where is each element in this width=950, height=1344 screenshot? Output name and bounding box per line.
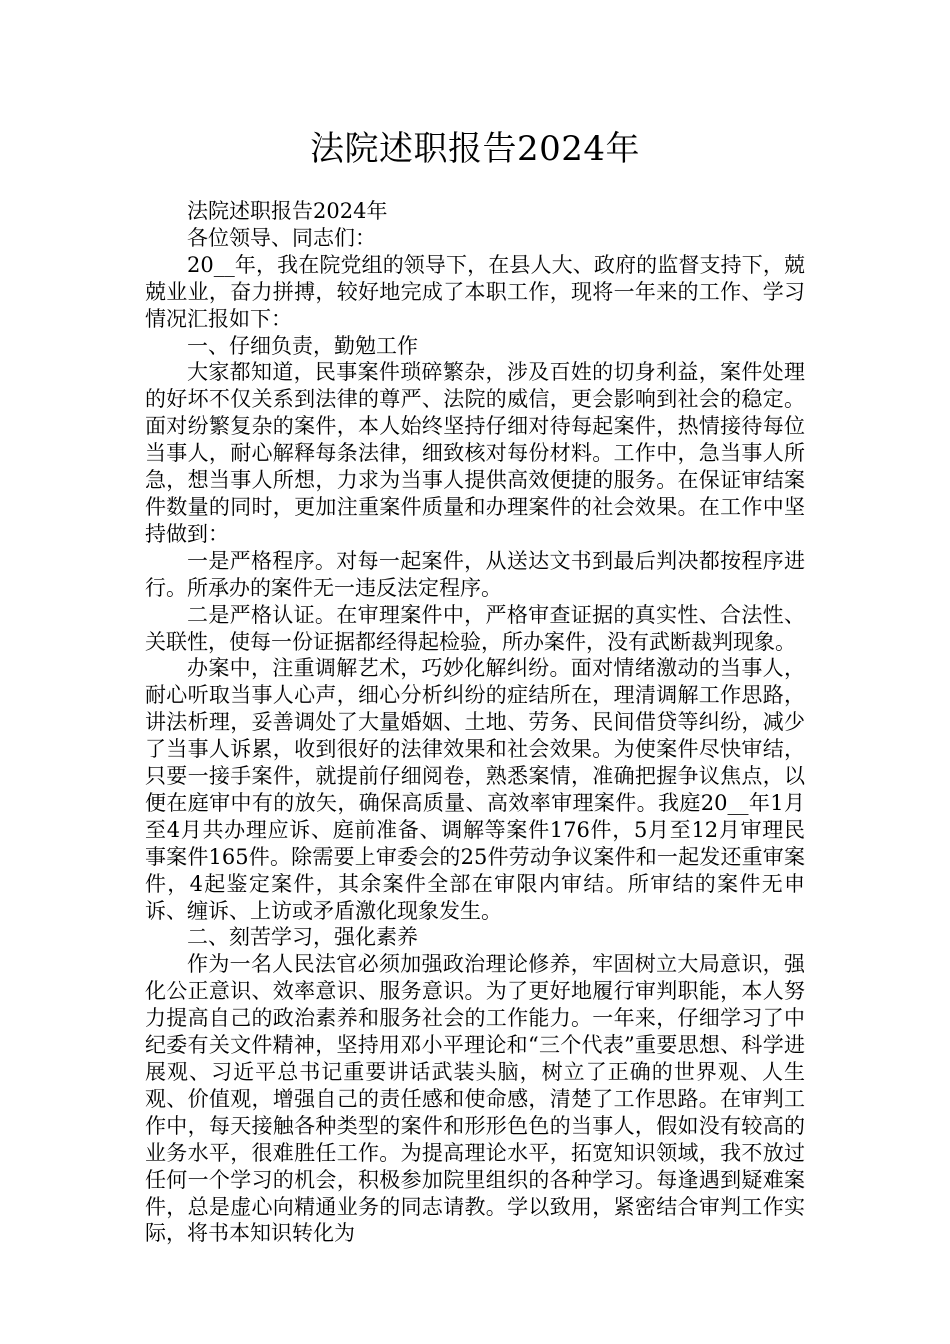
- body-paragraph-heading-repeat: 法院述职报告2024年: [187, 199, 388, 223]
- section-heading-2: 二、刻苦学习，强化素养: [187, 925, 418, 950]
- body-paragraph: 一是严格程序。对每一起案件，从送达文书到最后判决都按程序进行。所承办的案件无一违反法定程序。: [145, 548, 805, 600]
- document-body: [145, 198, 805, 1247]
- section-heading-1: 一、仔细负责，勤勉工作: [187, 333, 418, 358]
- body-paragraph-salutation: 各位领导、同志们：: [187, 225, 376, 250]
- document-title: 法院述职报告2024年: [309, 129, 641, 169]
- body-paragraph: 作为一名人民法官必须加强政治理论修养，牢固树立大局意识，强化公正意识、效率意识、服务意识。为了更好地履行审判职能，本人努力提高自己的政治素养和服务社会的工作能力。一年来，仔细学习了中纪委有关文件精神，坚持用邓小平理论和“三个代表”重要思想、科学进展观、习近平总书记重要讲话武装头脑，树立了正确的世界观、人生观、价值观，增强自己的责任感和使命感，清楚了工作思路。在审判工作中，每天接触各种类型的案件和形形色色的当事人，假如没有较高的业务水平，很难胜任工作。为提高理论水平，拓宽知识领域，我不放过任何一个学习的机会，积极参加院里组织的各种学习。每逢遇到疑难案件，总是虚心向精通业务的同志请教。学以致用，紧密结合审判工作实际，将书本知识转化为: [145, 952, 805, 1246]
- body-paragraph: 大家都知道，民事案件琐碎繁杂，涉及百姓的切身利益，案件处理的好坏不仅关系到法律的尊严、法院的威信，更会影响到社会的稳定。面对纷繁复杂的案件，本人始终坚持仔细对待每起案件，热情接待每位当事人，耐心解释每条法律，细致核对每份材料。工作中，急当事人所急，想当事人所想，力求为当事人提供高效便捷的服务。在保证审结案件数量的同时，更加注重案件质量和办理案件的社会效果。在工作中坚持做到：: [145, 360, 805, 546]
- body-paragraph-intro: 20__年，我在院党组的领导下，在县人大、政府的监督支持下，兢兢业业，奋力拼搏，较好地完成了本职工作，现将一年来的工作、学习情况汇报如下：: [145, 252, 805, 331]
- body-paragraph: 办案中，注重调解艺术，巧妙化解纠纷。面对情绪激动的当事人，耐心听取当事人心声，细心分析纠纷的症结所在，理清调解工作思路，讲法析理，妥善调处了大量婚姻、土地、劳务、民间借贷等纠纷，减少了当事人诉累，收到很好的法律效果和社会效果。为使案件尽快审结，只要一接手案件，就提前仔细阅卷，熟悉案情，准确把握争议焦点，以便在庭审中有的放矢，确保高质量、高效率审理案件。我庭20__年1月至4月共办理应诉、庭前准备、调解等案件176件，5月至12月审理民事案件165件。除需要上审委会的25件劳动争议案件和一起发还重审案件，4起鉴定案件，其余案件全部在审限内审结。所审结的案件无申诉、缠诉、上访或矛盾激化现象发生。: [145, 656, 805, 923]
- body-paragraph: 二是严格认证。在审理案件中，严格审查证据的真实性、合法性、关联性，使每一份证据都经得起检验，所办案件，没有武断裁判现象。: [145, 602, 805, 654]
